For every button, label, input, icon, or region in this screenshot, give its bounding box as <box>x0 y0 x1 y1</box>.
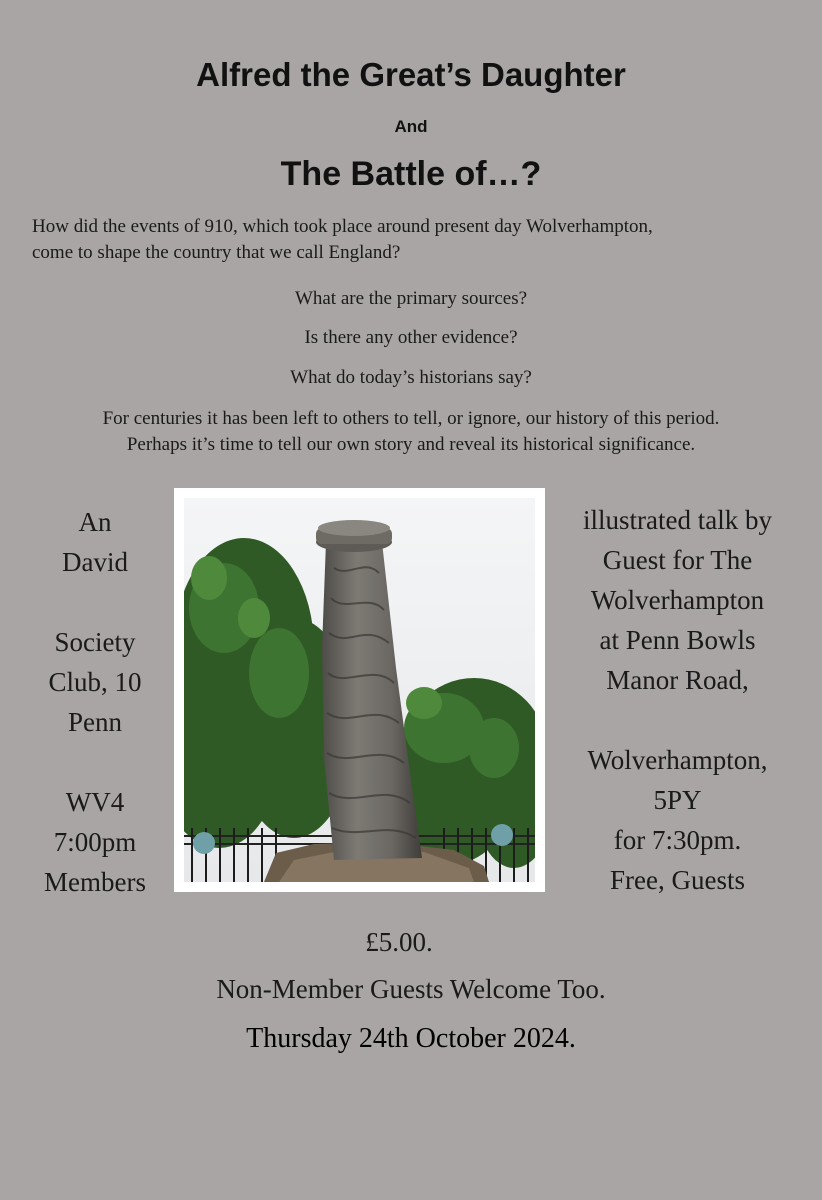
left-line: Club, 10 <box>48 667 142 697</box>
right-line: Free, Guests <box>610 865 745 895</box>
closing-line: Perhaps it’s time to tell our own story and reveal its historical significance. <box>126 434 696 455</box>
intro-paragraph <box>32 214 802 266</box>
right-line: Manor Road, <box>606 665 749 695</box>
left-line: Penn <box>68 707 122 737</box>
title-connector: And <box>394 117 428 136</box>
left-text-column <box>20 502 170 902</box>
left-line: WV4 <box>65 787 125 817</box>
guest-price: £5.00. <box>365 927 433 957</box>
left-line: An <box>78 507 112 537</box>
right-spacer <box>555 700 800 740</box>
left-line: Members <box>44 867 146 897</box>
question-other-evidence: Is there any other evidence? <box>304 327 518 348</box>
left-line: 7:00pm <box>53 827 137 857</box>
right-line: at Penn Bowls <box>599 625 756 655</box>
left-line: Society <box>54 627 136 657</box>
right-line: Wolverhampton <box>590 585 765 615</box>
right-line: illustrated talk by <box>583 505 772 535</box>
right-line: 5PY <box>653 785 702 815</box>
sub-title: The Battle of…? <box>280 155 542 193</box>
left-spacer <box>20 742 170 782</box>
left-line: David <box>62 547 128 577</box>
question-primary-sources: What are the primary sources? <box>294 288 528 309</box>
question-historians: What do today’s historians say? <box>290 367 532 388</box>
photo-frame <box>174 488 545 892</box>
intro-line: How did the events of 910, which took place around present day Wolverhampton, <box>32 216 653 237</box>
intro-line: come to shape the country that we call England? <box>32 242 401 263</box>
stone-pillar-photo <box>184 498 535 882</box>
welcome-line: Non-Member Guests Welcome Too. <box>216 974 606 1004</box>
right-line: Wolverhampton, <box>587 745 768 775</box>
right-line: Guest for The <box>602 545 753 575</box>
main-title: Alfred the Great’s Daughter <box>196 56 626 93</box>
closing-paragraph <box>0 406 822 458</box>
closing-line: For centuries it has been left to others to tell, or ignore, our history of this period. <box>102 408 720 429</box>
event-date: Thursday 24th October 2024. <box>246 1023 576 1054</box>
right-line: for 7:30pm. <box>613 825 742 855</box>
right-text-column <box>555 500 800 900</box>
left-spacer <box>20 582 170 622</box>
